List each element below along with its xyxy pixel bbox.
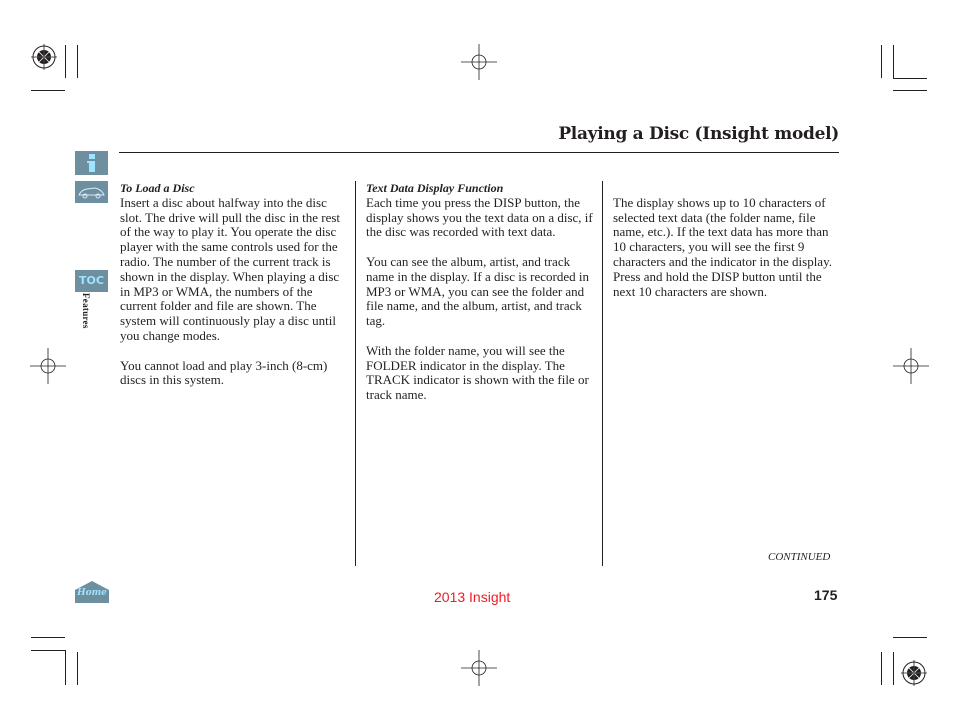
page-title: Playing a Disc (Insight model) [558, 124, 839, 144]
registration-target-top-left [31, 44, 57, 70]
crosshair-left [30, 348, 66, 384]
crosshair-bottom [461, 650, 497, 686]
paragraph: You can see the album, artist, and track name in the display. If a disc is recorded in MP3 or WMA, you can see the folder and file name, and the album, artist, and track tag. [366, 253, 589, 329]
column-text-data-display [366, 181, 598, 403]
home-button[interactable] [74, 580, 110, 604]
model-label: 2013 Insight [434, 589, 511, 605]
home-label: Home [77, 588, 107, 598]
crosshair-right [893, 348, 929, 384]
column-divider [602, 181, 603, 566]
column-load-disc [120, 181, 352, 388]
toc-button[interactable] [75, 270, 108, 292]
car-icon [75, 181, 108, 203]
paragraph: With the folder name, you will see the FOLDER indicator in the display. The TRACK indicator is shown with the file or track name. [366, 342, 589, 403]
vehicle-controls-button[interactable] [75, 181, 108, 203]
section-heading: Text Data Display Function [366, 181, 504, 195]
paragraph: You cannot load and play 3-inch (8-cm) discs in this system. [120, 357, 328, 388]
paragraph: Each time you press the DISP button, the display shows you the text data on a disc, if the disc was recorded with text data. [366, 194, 593, 240]
info-icon [75, 151, 108, 175]
page-number: 175 [814, 587, 838, 603]
column-divider [355, 181, 356, 566]
section-label: Features [81, 293, 91, 329]
toc-label: TOC [79, 274, 104, 287]
info-button[interactable] [75, 151, 108, 175]
paragraph: The display shows up to 10 characters of selected text data (the folder name, file name, etc.). If the text data has more than 10 characters, you will see the first 9 characters and the indicator in the display. Press and hold the DISP button until the next 10 characters are shown. [613, 194, 832, 299]
title-rule [119, 152, 839, 153]
column-display-characters [613, 181, 841, 299]
continued-label: CONTINUED [768, 551, 831, 563]
crosshair-top [461, 44, 497, 80]
paragraph: Insert a disc about halfway into the disc slot. The drive will pull the disc in the rest of the way to play it. You operate the disc player with the same controls used for the radio. The number of the current track is shown in the display. When playing a disc in MP3 or WMA, the numbers of the current folder and file are shown. The system will continuously play a disc until you change modes. [120, 194, 341, 343]
registration-target-bottom-right [901, 660, 927, 686]
section-heading: To Load a Disc [120, 181, 195, 195]
